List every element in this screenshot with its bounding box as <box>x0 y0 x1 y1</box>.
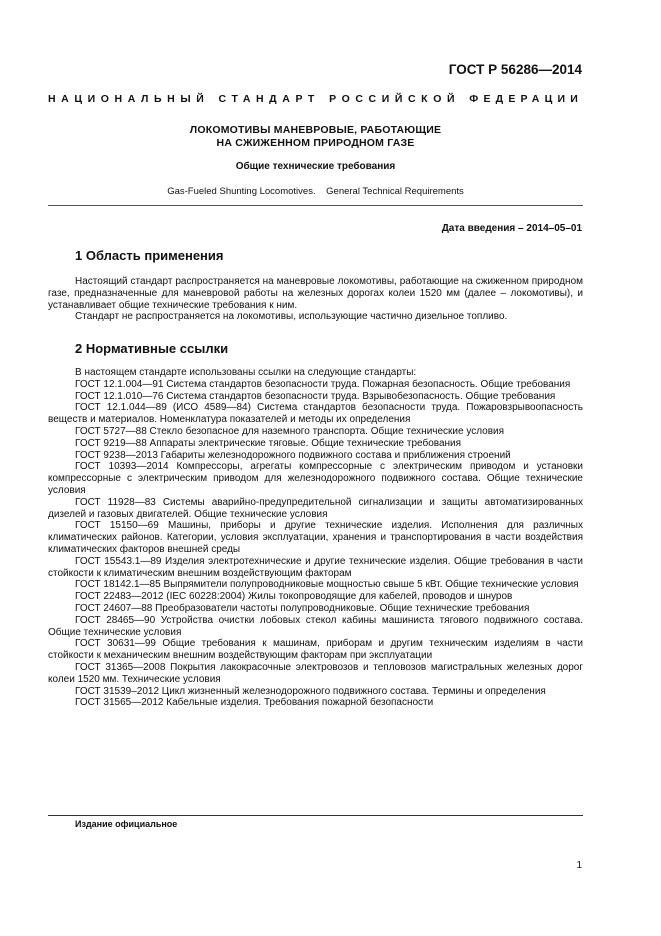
paragraph: В настоящем стандарте использованы ссылки на следующие стандарты: <box>75 367 417 378</box>
reference-item: ГОСТ 31565—2012 Кабельные изделия. Требования пожарной безопасности <box>75 697 434 709</box>
document-title <box>48 124 583 150</box>
reference-item: ГОСТ 12.1.004—91 Система стандартов безопасности труда. Пожарная безопасность. Общие требования <box>75 378 571 390</box>
reference-item: ГОСТ 11928—83 Системы аварийно-предупредительной сигнализации и защиты автоматизированных дизелей и газовых двигателей. Общие технические условия <box>48 496 583 520</box>
reference-item: ГОСТ 31539–2012 Цикл жизненный железнодорожного подвижного состава. Термины и определения <box>75 685 546 697</box>
section-references-body <box>48 367 583 709</box>
standard-id: ГОСТ Р 56286—2014 <box>448 62 582 77</box>
reference-item: ГОСТ 18142.1—85 Выпрямители полупроводниковые мощностью свыше 5 кВт. Общие технические условия <box>75 579 579 591</box>
english-title: Gas-Fueled Shunting Locomotives. General Technical Requirements <box>167 186 464 197</box>
paragraph: Стандарт не распространяется на локомотивы, использующие частично дизельное топливо. <box>75 311 508 323</box>
reference-item: ГОСТ 24607—88 Преобразователи частоты полупроводниковые. Общие технические требования <box>75 602 530 614</box>
reference-item: ГОСТ 22483—2012 (IEC 60228:2004) Жилы токопроводящие для кабелей, проводов и шнуров <box>75 591 513 603</box>
section-scope-body <box>48 276 583 323</box>
reference-item: ГОСТ 10393—2014 Компрессоры, агрегаты компрессорные с электрическим приводом и установки компрессорные с электрическим приводом для железнодорожного подвижного состава. Общие технические условия <box>48 461 583 496</box>
banner-word: ФЕДЕРАЦИИ <box>469 93 583 105</box>
reference-item: ГОСТ 5727—88 Стекло безопасное для наземного транспорта. Общие технические условия <box>75 425 505 437</box>
page-number: 1 <box>576 860 582 871</box>
introduction-date: Дата введения – 2014–05–01 <box>441 223 582 234</box>
reference-item: ГОСТ 15543.1—89 Изделия электротехнические и другие технические изделия. Общие требования в части стойкости к климатическим внешним воздействующим факторам <box>48 555 583 579</box>
banner-word: СТАНДАРТ <box>218 93 320 105</box>
reference-item: ГОСТ 31365—2008 Покрытия лакокрасочные электровозов и тепловозов магистральных железных дорог колеи 1520 мм. Технические условия <box>48 661 583 685</box>
footer-divider <box>48 815 583 816</box>
title-line: НА СЖИЖЕННОМ ПРИРОДНОМ ГАЗЕ <box>216 137 415 149</box>
reference-item: ГОСТ 12.1.044—89 (ИСО 4589—84) Система стандартов безопасности труда. Пожаровзрывоопасность веществ и материалов. Номенклатура показателей и методы их определения <box>48 402 583 426</box>
reference-item: ГОСТ 15150—69 Машины, приборы и другие технические изделия. Исполнения для различных климатических районов. Категории, условия эксплуатации, хранения и транспортирования в части воздействия климатических факторов внешней среды <box>48 520 583 555</box>
reference-item: ГОСТ 12.1.010—76 Система стандартов безопасности труда. Взрывобезопасность. Общие требования <box>75 390 556 402</box>
title-line: ЛОКОМОТИВЫ МАНЕВРОВЫЕ, РАБОТАЮЩИЕ <box>189 124 442 136</box>
reference-item: ГОСТ 28465—90 Устройства очистки лобовых стекол кабины машиниста тягового подвижного состава. Общие технические условия <box>48 614 583 638</box>
title-divider <box>48 205 583 206</box>
document-subtitle: Общие технические требования <box>235 161 396 172</box>
section-heading-references: 2 Нормативные ссылки <box>75 341 229 356</box>
standard-banner <box>48 93 583 105</box>
paragraph: Настоящий стандарт распространяется на маневровые локомотивы, работающие на сжиженном природном газе, предназначенные для маневровой работы на железных дорогах колеи 1520 мм (далее – локомотивы), и устанавливает общие технические требования к ним. <box>48 276 583 311</box>
banner-word: РОССИЙСКОЙ <box>329 93 461 105</box>
reference-item: ГОСТ 9219—88 Аппараты электрические тяговые. Общие технические требования <box>75 437 462 449</box>
banner-word: НАЦИОНАЛЬНЫЙ <box>48 93 210 105</box>
section-heading-scope: 1 Область применения <box>75 248 224 263</box>
reference-item: ГОСТ 9238—2013 Габариты железнодорожного подвижного состава и приближения строений <box>75 449 511 461</box>
edition-label: Издание официальное <box>75 819 178 829</box>
reference-item: ГОСТ 30631—99 Общие требования к машинам, приборам и другим техническим изделиям в части стойкости к механическим внешним воздействующим факторам при эксплуатации <box>48 638 583 662</box>
